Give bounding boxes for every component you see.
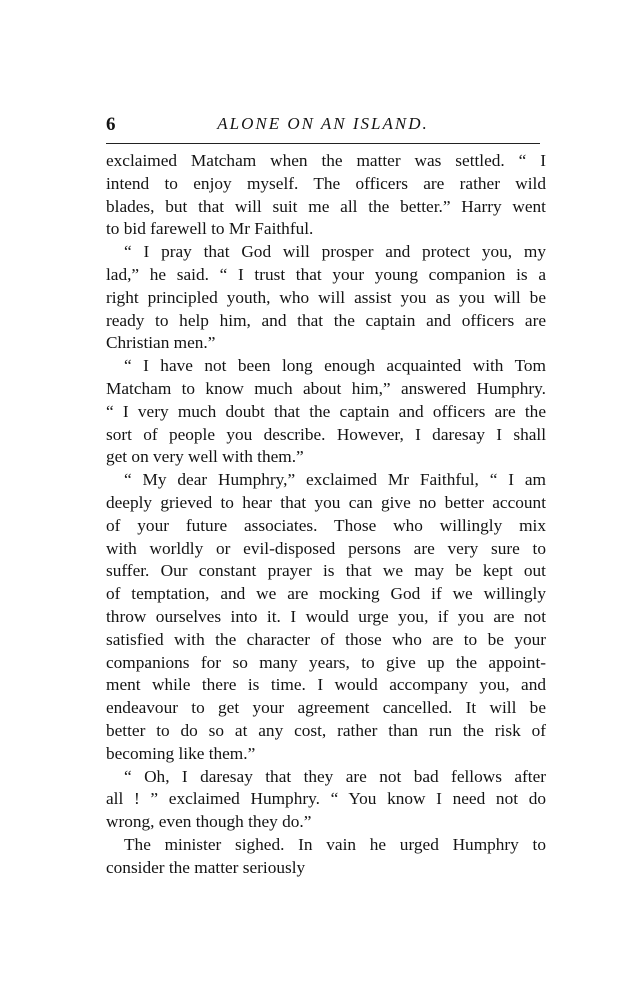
text-line: ready to help him, and that the captain and officers are: [106, 310, 546, 330]
text-line: “ I very much doubt that the captain and officers are the: [106, 401, 546, 421]
text-line: intend to enjoy myself. The officers are rather wild: [106, 173, 546, 193]
text-line: sort of people you describe. However, I daresay I shall: [106, 424, 546, 444]
text-line: better to do so at any cost, rather than run the risk of: [106, 720, 546, 740]
header-rule: [106, 143, 540, 144]
text-line: suffer. Our constant prayer is that we may be kept out: [106, 561, 546, 581]
text-line: The minister sighed. In vain he urged Humphry to: [124, 834, 546, 854]
text-line: throw ourselves into it. I would urge you, if you are not: [106, 606, 546, 626]
text-line: “ I pray that God will prosper and protect you, my: [124, 242, 546, 262]
body-text: [106, 150, 546, 880]
text-line: Matcham to know much about him,” answered Humphry.: [106, 378, 546, 398]
page-number: 6: [106, 114, 116, 135]
text-line: right principled youth, who will assist you as you will be: [106, 287, 546, 307]
text-line: deeply grieved to hear that you can give no better account: [106, 492, 546, 512]
text-line: all ! ” exclaimed Humphry. “ You know I need not do: [106, 789, 546, 809]
text-line: becoming like them.”: [106, 743, 256, 763]
text-line: get on very well with them.”: [106, 447, 304, 467]
text-line: lad,” he said. “ I trust that your young companion is a: [106, 264, 546, 284]
page-header: [106, 114, 540, 136]
text-line: with worldly or evil-disposed persons are very sure to: [106, 538, 546, 558]
text-line: consider the matter seriously: [106, 857, 306, 877]
text-line: “ Oh, I daresay that they are not bad fellows after: [124, 766, 546, 786]
text-line: wrong, even though they do.”: [106, 812, 312, 832]
text-line: to bid farewell to Mr Faithful.: [106, 219, 314, 239]
text-line: satisfied with the character of those who are to be your: [106, 629, 546, 649]
text-line: “ My dear Humphry,” exclaimed Mr Faithful, “ I am: [124, 470, 546, 490]
text-line: companions for so many years, to give up the appoint-: [106, 652, 546, 672]
running-title: ALONE ON AN ISLAND.: [217, 114, 429, 133]
text-line: of temptation, and we are mocking God if we willingly: [106, 584, 546, 604]
text-line: blades, but that will suit me all the better.” Harry went: [106, 196, 546, 216]
text-line: exclaimed Matcham when the matter was settled. “ I: [106, 151, 546, 170]
text-line: ment while there is time. I would accompany you, and: [106, 675, 546, 695]
text-line: of your future associates. Those who willingly mix: [106, 515, 546, 535]
text-line: endeavour to get your agreement cancelled. It will be: [106, 698, 546, 718]
text-line: “ I have not been long enough acquainted with Tom: [124, 356, 546, 376]
text-line: Christian men.”: [106, 333, 216, 353]
